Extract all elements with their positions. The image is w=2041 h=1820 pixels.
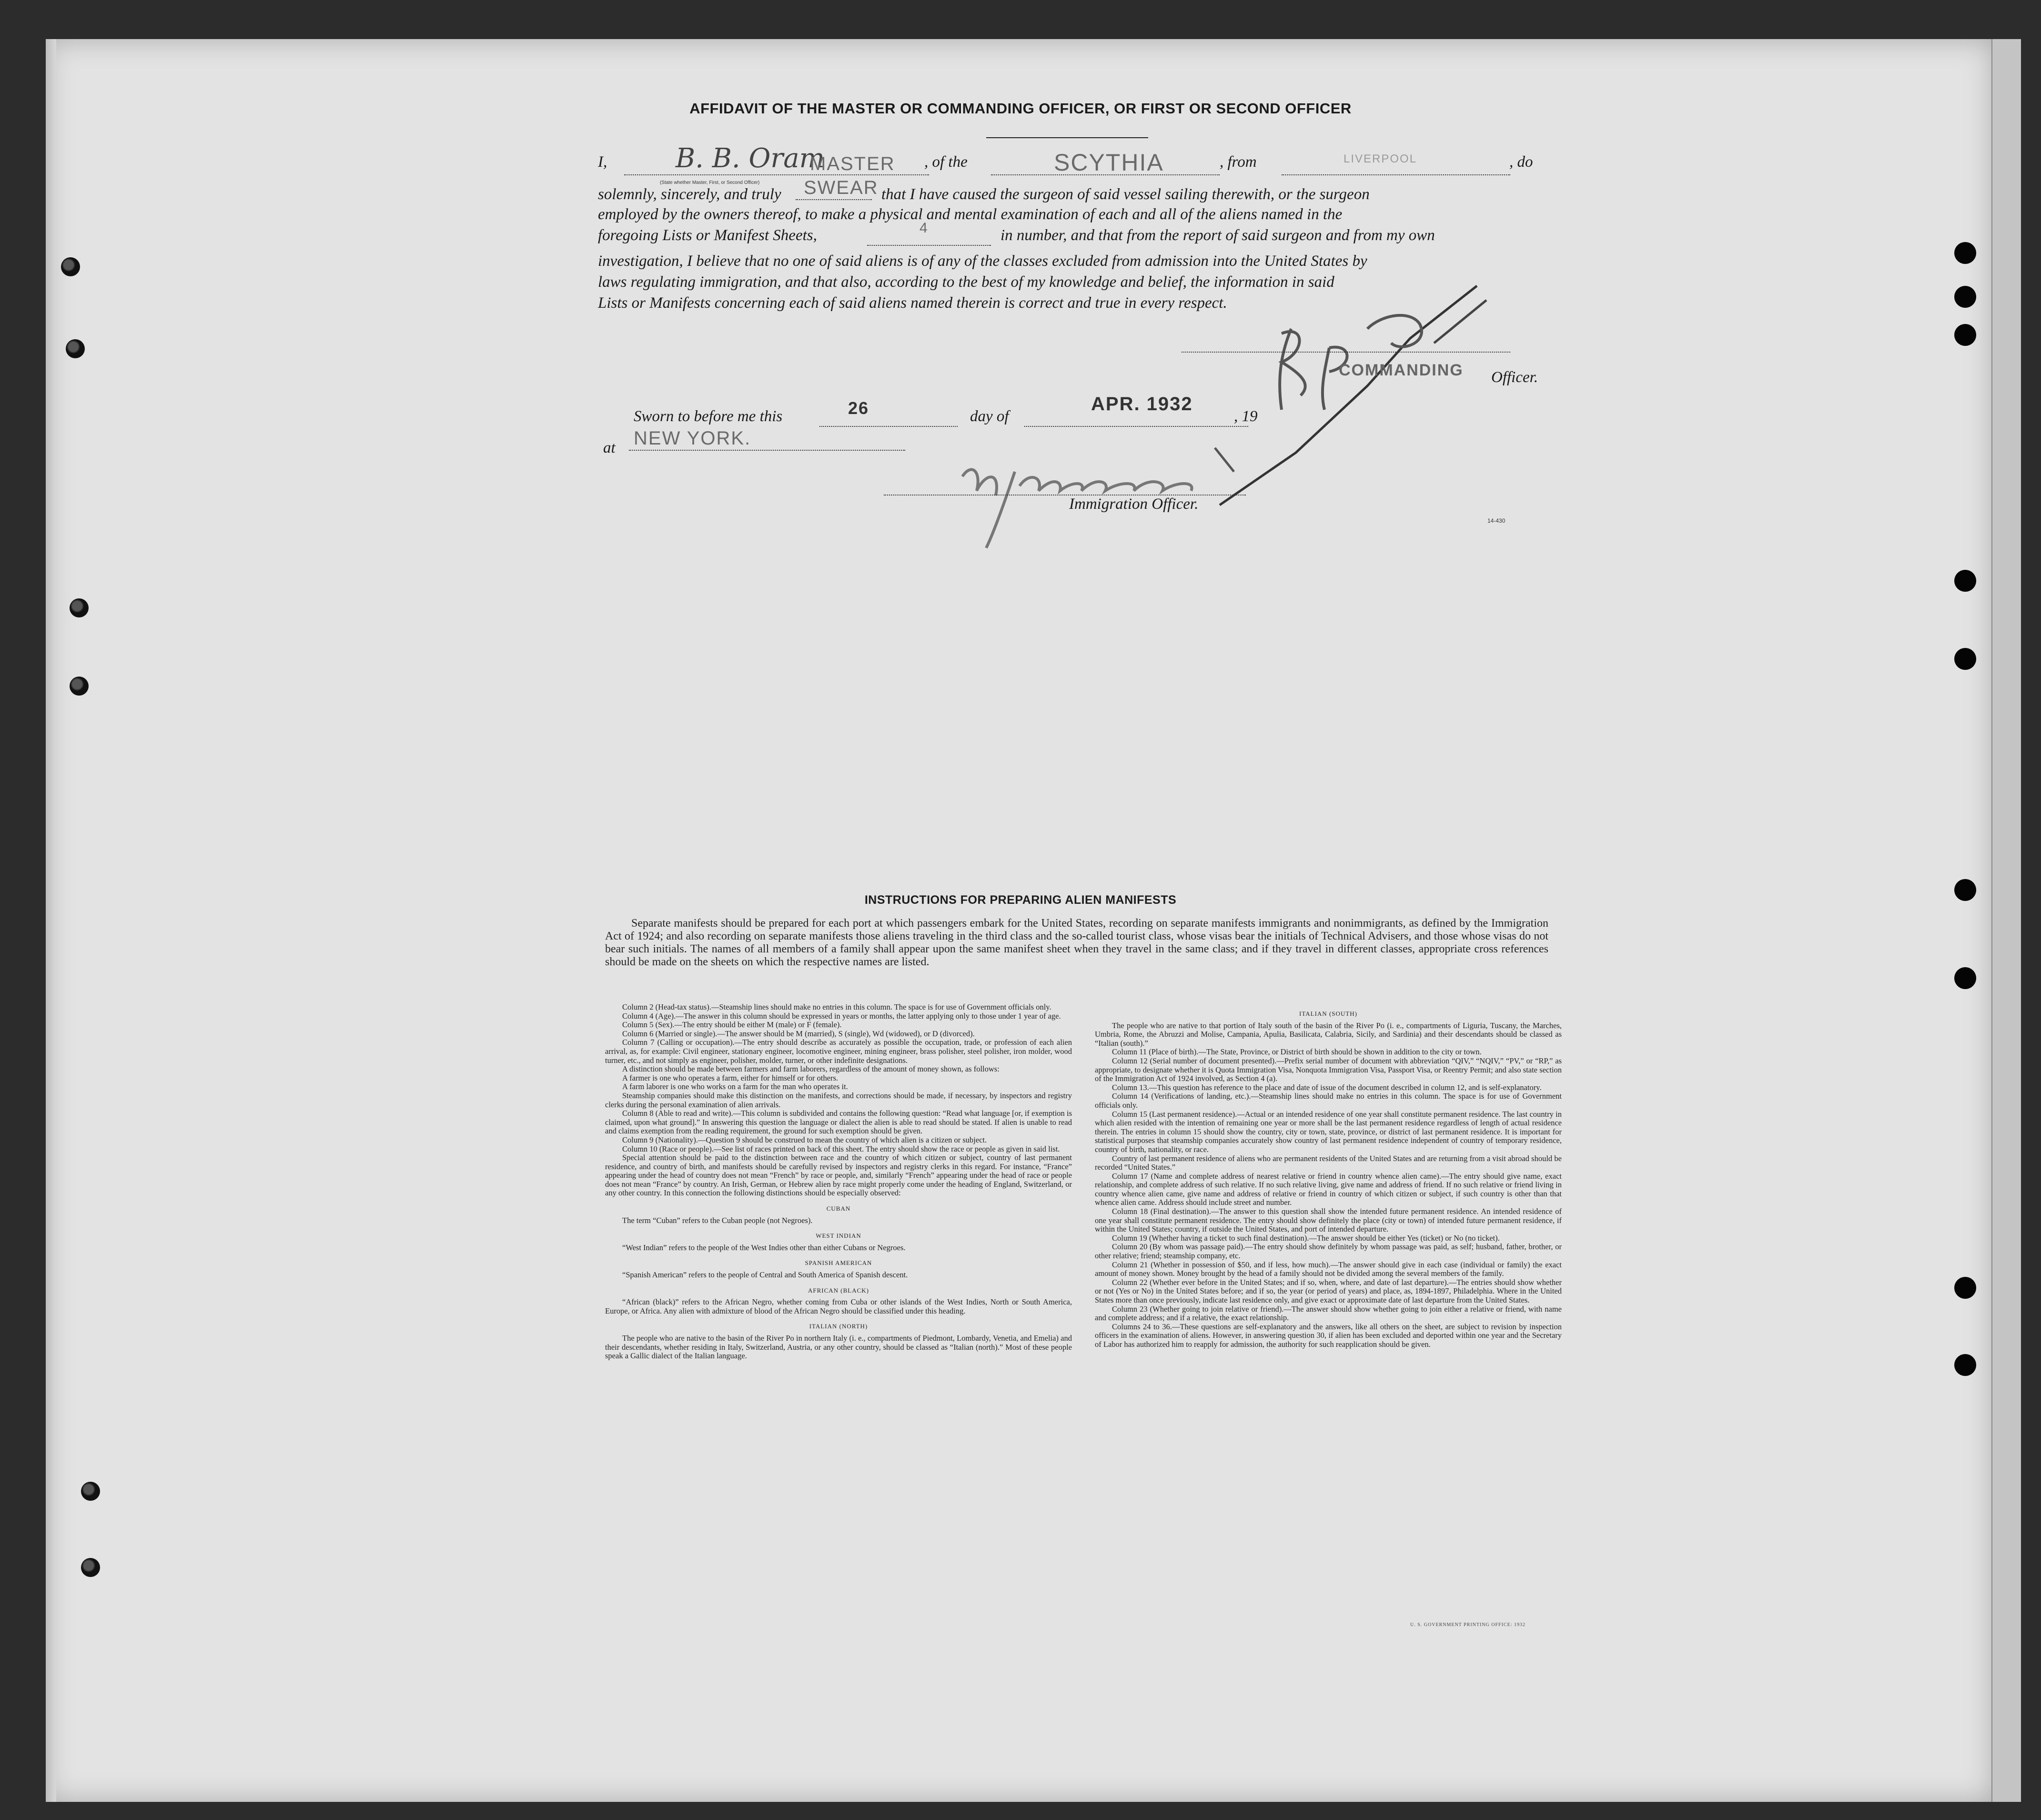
affidavit-title: AFFIDAVIT OF THE MASTER OR COMMANDING OFFICER, OR FIRST OR SECOND OFFICER xyxy=(689,100,1352,117)
rank-hint: (State whether Master, First, or Second Officer) xyxy=(660,180,760,185)
instruction-paragraph: Column 12 (Serial number of document presented).—Prefix serial number of document with abbreviation “QIV,” “NQIV,” “PV,” or “RP,” as appropriate, to designate whether it is Quota Immigration Visa, Nonquota Immigration Visa, Passport Visa, or Reentry Permit; and also state section of the Immigration Act of 1924 involved, as Section 4 (a). xyxy=(1095,1056,1562,1083)
punch-hole-icon xyxy=(1954,967,1976,989)
master-name-signature: B. B. Oram xyxy=(676,143,825,174)
affidavit-line-6: laws regulating immigration, and that also, according to the best of my knowledge and belief, the information in said xyxy=(598,273,1334,291)
pronoun-i: I, xyxy=(598,153,607,171)
foregoing-text: foregoing Lists or Manifest Sheets, xyxy=(598,227,817,244)
punch-hole-icon xyxy=(1954,242,1976,264)
century-text: , 19 xyxy=(1234,408,1258,425)
instruction-paragraph: Special attention should be paid to the distinction between race and the country of which citizen or subject, country of last permanent residence, and country of birth, and manifests should be carefully revised by inspectors and registry clerks in this regard. For instance, “France” appearing under the head of country does not mean “French” by race or people, and, similarly “French” appearing under the head of race or people does not mean “France” by country. An Irish, German, or Hebrew alien by race might properly come under the heading of England, Switzerland, or any other country. In this connection the following distinctions should be especially observed: xyxy=(605,1153,1072,1198)
sworn-month-year: APR. 1932 xyxy=(1091,394,1193,415)
form-number: 14-430 xyxy=(1487,517,1505,524)
punch-hole-icon xyxy=(1954,570,1976,592)
printing-office-imprint: U. S. GOVERNMENT PRINTING OFFICE: 1932 xyxy=(1410,1622,1526,1628)
at-text: at xyxy=(603,439,616,456)
officer-label: Officer. xyxy=(1491,369,1538,386)
day-line xyxy=(819,426,958,427)
instruction-paragraph: Column 19 (Whether having a ticket to such final destination).—The answer should be either Yes (ticket) or No (no ticket). xyxy=(1112,1233,1500,1243)
punch-hole-icon xyxy=(70,677,89,696)
punch-hole-icon xyxy=(70,598,89,617)
sworn-day: 26 xyxy=(848,398,869,418)
solemnly-text: solemnly, sincerely, and truly xyxy=(598,186,781,203)
day-of-text: day of xyxy=(970,408,1009,425)
punch-hole-icon xyxy=(1954,324,1976,346)
punch-hole-icon xyxy=(1954,648,1976,670)
affidavit-line-7: Lists or Manifests concerning each of said aliens named therein is correct and true in every respect. xyxy=(598,294,1227,312)
definition-heading: WEST INDIAN xyxy=(816,1232,861,1240)
instructions-title: INSTRUCTIONS FOR PREPARING ALIEN MANIFESTS xyxy=(864,893,1177,907)
surgeon-text: that I have caused the surgeon of said vessel sailing therewith, or the surgeon xyxy=(881,186,1370,203)
instruction-paragraph: Column 22 (Whether ever before in the United States; and if so, when, where, and date of last departure).—The entries should show whether or not (Yes or No) in the United States before; and if so, the year (or period of years) and place, as, 1894-1897, Philadelphia. Where in the United States more than once previously, indicate last residence only, and give exact or approximate date of last departure from the United States. xyxy=(1095,1277,1562,1304)
instruction-paragraph: Column 11 (Place of birth).—The State, Province, or District of birth should be shown in addition to the city or town. xyxy=(1112,1047,1482,1057)
instruction-paragraph: Column 2 (Head-tax status).—Steamship lines should make no entries in this column. The space is for use of Government officials only. xyxy=(622,1002,1051,1011)
affidavit-line-3: employed by the owners thereof, to make a physical and mental examination of each and all of the aliens named in the xyxy=(598,206,1343,223)
instructions-right-column xyxy=(1095,1003,1562,1349)
definition-text: “African (black)” refers to the African Negro, whether coming from Cuba or other islands of the West Indies, North or South America, Europe, or Africa. Any alien with admixture of blood of the African Negro should be classified under this heading. xyxy=(605,1297,1072,1315)
immigration-officer-label: Immigration Officer. xyxy=(1069,495,1199,513)
instruction-paragraph: Column 18 (Final destination).—The answer to this question shall show the intended future permanent residence. An intended residence of one year shall constitute permanent residence. The entry should show definitely the place (city or town) of intended future permanent residence, if within the United States; country, if outside the United States, and port of intended departure. xyxy=(1095,1207,1562,1234)
instruction-paragraph: Column 9 (Nationality).—Question 9 should be construed to mean the country of which alien is a citizen or subject. xyxy=(622,1135,987,1144)
page-fold-shadow xyxy=(46,39,56,1802)
punch-hole-icon xyxy=(1954,286,1976,308)
instruction-paragraph: Columns 24 to 36.—These questions are self-explanatory and the answers, like all others on the sheet, are subject to revision by inspection officers in the examination of aliens. However, in answering question 30, if alien has been excluded and deported within one year and the Secretary of Labor has authorized him to reapply for admission, the authority for such reapplication should be given. xyxy=(1095,1322,1562,1349)
instruction-paragraph: A distinction should be made between farmers and farm laborers, regardless of the amount of money shown, as follows: xyxy=(622,1064,1000,1074)
definition-text: The term “Cuban” refers to the Cuban people (not Negroes). xyxy=(622,1215,813,1225)
punch-hole-icon xyxy=(81,1482,100,1501)
definition-text: The people who are native to the basin of the River Po in northern Italy (i. e., compartments of Piedmont, Lombardy, Venetia, and Emelia) and their descendants, whether residing in Italy, Switzerland, Austria, or any other country, should be classed as “Italian (north).” Most of these people speak a Gallic dialect of the Italian language. xyxy=(605,1334,1072,1361)
instruction-paragraph: Column 8 (Able to read and write).—This column is subdivided and contains the following question: “Read what language [or, if exemption is claimed, upon what ground].” In answering this question the language or dialect the alien is able to read should be stated. If alien is unable to read and claims exemption from the reading requirement, the ground for such exemption should be given. xyxy=(605,1109,1072,1136)
affidavit-line-5: investigation, I believe that no one of said aliens is of any of the classes excluded from admission into the United States by xyxy=(598,253,1367,270)
definition-text: “Spanish American” refers to the people of Central and South America of Spanish descent. xyxy=(622,1270,908,1280)
instruction-paragraph: Column 20 (By whom was passage paid).—The entry should show definitely by whom passage was paid, as self; husband, father, brother, or other relative; friend; steamship company, etc. xyxy=(1095,1242,1562,1261)
definition-heading: AFRICAN (BLACK) xyxy=(808,1286,869,1294)
instruction-paragraph: Column 7 (Calling or occupation).—The entry should describe as accurately as possible the occupation, trade, or profession of each alien arrival, as, for example: Civil engineer, stationary engineer, locomotive engineer, mining engineer, brass polisher, steel polisher, iron molder, wood turner, etc., and not simply as engineer, polisher, molder, turner, or other indefinite designations. xyxy=(605,1038,1072,1065)
sworn-place: NEW YORK. xyxy=(634,428,751,449)
oath-line xyxy=(796,199,872,200)
sheet-count: 4 xyxy=(919,220,929,236)
count-line xyxy=(867,245,991,246)
definition-heading: ITALIAN (NORTH) xyxy=(809,1323,868,1330)
punch-hole-icon xyxy=(61,257,80,276)
vessel-name: SCYTHIA xyxy=(1054,149,1164,176)
italian-south-heading: ITALIAN (SOUTH) xyxy=(1299,1010,1357,1017)
place-line xyxy=(629,450,905,451)
punch-hole-icon xyxy=(1954,1354,1976,1376)
oath-word: SWEAR xyxy=(804,177,879,198)
instruction-paragraph: Column 6 (Married or single).—The answer should be M (married), S (single), Wd (widowed), or D (divorced). xyxy=(622,1029,975,1038)
definition-heading: SPANISH AMERICAN xyxy=(805,1259,872,1267)
instruction-paragraph: Country of last permanent residence of aliens who are permanent residents of the United States and are returning from a visit abroad should be recorded “United States.” xyxy=(1095,1153,1562,1172)
definition-heading: CUBAN xyxy=(826,1205,851,1213)
instruction-paragraph: Column 17 (Name and complete address of nearest relative or friend in country whence alien came).—The entry should give name, exact relationship, and complete address of such relative. If no such relative living, give name and address of friend. If no such relative or friend living in country whence alien came, give name and address of relative or friend in country of which citizen or subject, if such country is other than that whence alien came. Address should include street and number. xyxy=(1095,1171,1562,1207)
instructions-intro: Separate manifests should be prepared for each port at which passengers embark for the United States, recording on separate manifests immigrants and nonimmigrants, as defined by the Immigration Act of 1924; and also recording on separate manifests those aliens traveling in the third class and the so-called tourist class, whose visas bear the initials of Technical Advisers, and those whose visas do not bear such initials. The names of all members of a family shall appear upon the same manifest sheet when they travel in the same class; and if they travel in different classes, appropriate cross references should be made on the sheets on which the respective names are listed. xyxy=(605,917,1548,968)
bleed-through-text xyxy=(1761,115,1942,296)
punch-hole-icon xyxy=(1954,1277,1976,1299)
port-name: LIVERPOOL xyxy=(1344,152,1417,165)
instruction-paragraph: Column 13.—This question has reference to the place and date of issue of the document described in column 12, and is self-explanatory. xyxy=(1112,1082,1542,1092)
instruction-paragraph: Column 5 (Sex).—The entry should be either M (male) or F (female). xyxy=(622,1020,842,1030)
rank-stamp: MASTER xyxy=(810,153,895,174)
sworn-text: Sworn to before me this xyxy=(634,408,783,425)
instruction-paragraph: Steamship companies should make this distinction on the manifests, and corrections should be made, if necessary, by inspectors and registry clerks during the personal examination of alien arrivals. xyxy=(605,1091,1072,1109)
instruction-paragraph: Column 14 (Verifications of landing, etc.).—Steamship lines should make no entries in this column. The space is for use of Government officials only. xyxy=(1095,1092,1562,1110)
title-rule xyxy=(986,137,1148,138)
instruction-paragraph: Column 15 (Last permanent residence).—Actual or an intended residence of one year shall constitute permanent residence. The last country in which alien resided with the intention of remaining one year or more shall be the last permanent residence regardless of length of actual residence therein. The entries in column 15 should show the country, city or town, state, province, or district of last permanent residence. It is important for statistical purposes that steamship companies accurately show country of last permanent residence independent of country of temporary residence, country of birth, nationality, or race. xyxy=(1095,1109,1562,1154)
in-number-text: in number, and that from the report of said surgeon and from my own xyxy=(1000,227,1435,244)
instruction-paragraph: A farm laborer is one who works on a farm for the man who operates it. xyxy=(622,1082,848,1092)
instruction-paragraph: Column 10 (Race or people).—See list of races printed on back of this sheet. The entry should show the race or people as given in said list. xyxy=(622,1144,1060,1153)
instruction-paragraph: The people who are native to that portion of Italy south of the basin of the River Po (i. e., compartments of Liguria, Tuscany, the Marches, Umbria, Rome, the Abruzzi and Molise, Campania, Apulia, Basilicata, Calabria, Sicily, and Sardinia) and their descendants should be classed as “Italian (south).” xyxy=(1095,1021,1562,1048)
instruction-paragraph: Column 23 (Whether going to join relative or friend).—The answer should show whether going to join either a relative or friend, with name and complete address; and if a relative, the exact relationship. xyxy=(1095,1304,1562,1323)
port-line xyxy=(1282,174,1510,175)
adjacent-page-edge xyxy=(1991,39,2021,1802)
from-text: , from xyxy=(1220,153,1257,171)
commanding-stamp: COMMANDING xyxy=(1339,361,1464,379)
instruction-paragraph: A farmer is one who operates a farm, either for himself or for others. xyxy=(622,1073,839,1082)
instruction-paragraph: Column 4 (Age).—The answer in this column should be expressed in years or months, the latter applying only to those under 1 year of age. xyxy=(622,1011,1061,1021)
punch-hole-icon xyxy=(66,339,85,358)
officer-line xyxy=(1182,352,1510,353)
punch-hole-icon xyxy=(81,1558,100,1577)
of-the-text: , of the xyxy=(924,153,968,171)
month-line xyxy=(1024,426,1248,427)
instruction-paragraph: Column 21 (Whether in possession of $50, and if less, how much).—The answer should give in each case (individual or family) the exact amount of money shown. Money brought by the head of a family should not be divided among the several members of the family. xyxy=(1095,1260,1562,1278)
do-text: , do xyxy=(1509,153,1533,171)
instructions-left-column xyxy=(605,1003,1072,1361)
definition-text: “West Indian” refers to the people of the West Indies other than either Cubans or Negroes. xyxy=(622,1243,906,1252)
